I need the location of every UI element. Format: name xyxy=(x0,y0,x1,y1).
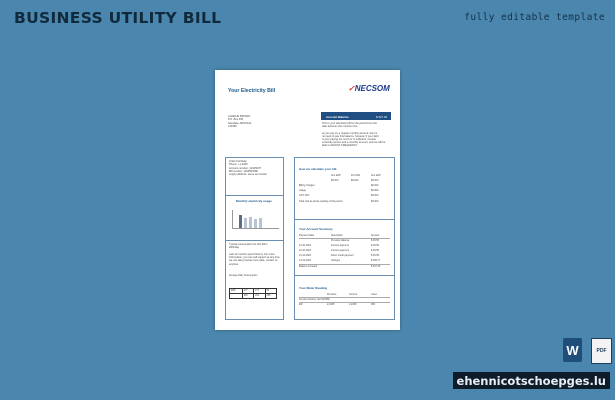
table-row: $0.000 $0.000 $0.000 xyxy=(331,179,379,182)
company-logo: ✓NECSOM xyxy=(348,84,390,93)
table-row: 13.12.2023 Direct credit payment $ 45.55 xyxy=(299,254,379,257)
right-column xyxy=(294,157,395,320)
table-row: Previous balance $ 45.55 xyxy=(331,239,379,242)
usage-bar xyxy=(259,218,262,228)
table-row: 13.12.2023 Charges $ 369.77 xyxy=(299,259,381,262)
page-subtitle: fully editable template xyxy=(464,12,605,23)
schedule-total-row: Total cost as at last reading of this period $0.000 xyxy=(299,200,379,203)
account-balance-box: Account Balance $ 527.35 xyxy=(321,112,391,120)
balance-note: This is your electricity bill for the period from the date between the mention time. as you pay by a regular monthly amount, then is no need to pay this balance, however if your debt is over paying too much or in sufficient, contact a friendly person and a monthly amount, and we will be able to ADJUST FREQUENCY. xyxy=(322,122,386,148)
usage-bar xyxy=(244,218,247,228)
summary-heading: Your Account Summary xyxy=(299,227,333,231)
table-row: 12.10.2023 Internet payment $ 45.55 xyxy=(299,249,379,252)
schedule-heading: How we calculate your bill xyxy=(299,167,337,171)
table-row: kW 2,2345 2,2345 450 xyxy=(299,303,375,306)
table-row: Billing charges $0.000 xyxy=(299,184,379,187)
usage-heading: Monthly electricity usage xyxy=(236,199,272,203)
meter-sub-row: Service Number: ELT123456 xyxy=(299,298,330,301)
pdf-file-icon[interactable]: PDF xyxy=(591,338,612,364)
usage-bar-chart xyxy=(232,210,279,229)
table-row: kWh 177 177 53 xyxy=(230,289,277,294)
schedule-header-row: Amt kWh Per kWh Amt kWh xyxy=(331,174,381,177)
bill-document-preview[interactable] xyxy=(215,70,400,330)
page-title: BUSINESS UTILITY BILL xyxy=(14,9,222,27)
usage-bar xyxy=(254,219,257,228)
table-row: 12.10.2023 Internet payment $ 45.55 xyxy=(299,244,379,247)
meter-header-row: Previous Current Used xyxy=(327,293,377,296)
consumption-table xyxy=(229,288,277,299)
account-info: Order Full Date Phone: +1-2345 Account number: 12345678 Bill number: 1234567890 supply address: same as contact xyxy=(229,160,267,177)
summary-header-row: Payment Date Description Amount xyxy=(299,234,380,237)
word-file-icon[interactable]: W xyxy=(563,338,582,362)
table-row: Usage $0.000 xyxy=(299,189,379,192)
usage-bar xyxy=(239,215,242,228)
bill-title: Your Electricity Bill xyxy=(228,88,276,94)
summary-total-row: Balance Forward $ 527.35 xyxy=(299,265,381,268)
consumption-heading: Average Daily Consumption xyxy=(229,275,258,277)
table-row: 234 214 235 xyxy=(230,294,277,299)
left-column xyxy=(225,157,284,320)
table-row: GST 10% $0.000 xyxy=(299,194,379,197)
customer-address: CHARLIE BROWN P.O. Box 456, Glendale, ARIZONA, 123456 xyxy=(228,115,252,128)
website-label: ehennicotschoepges.lu xyxy=(453,372,610,389)
usage-note: Typical consumption for this bill is kWh/day Last 12 months speed history. For more information, you can call support at any time we can also provide more data, contact us anytime. xyxy=(229,243,280,266)
usage-bar xyxy=(249,217,252,228)
meter-heading: Your Meter Reading xyxy=(299,286,328,290)
